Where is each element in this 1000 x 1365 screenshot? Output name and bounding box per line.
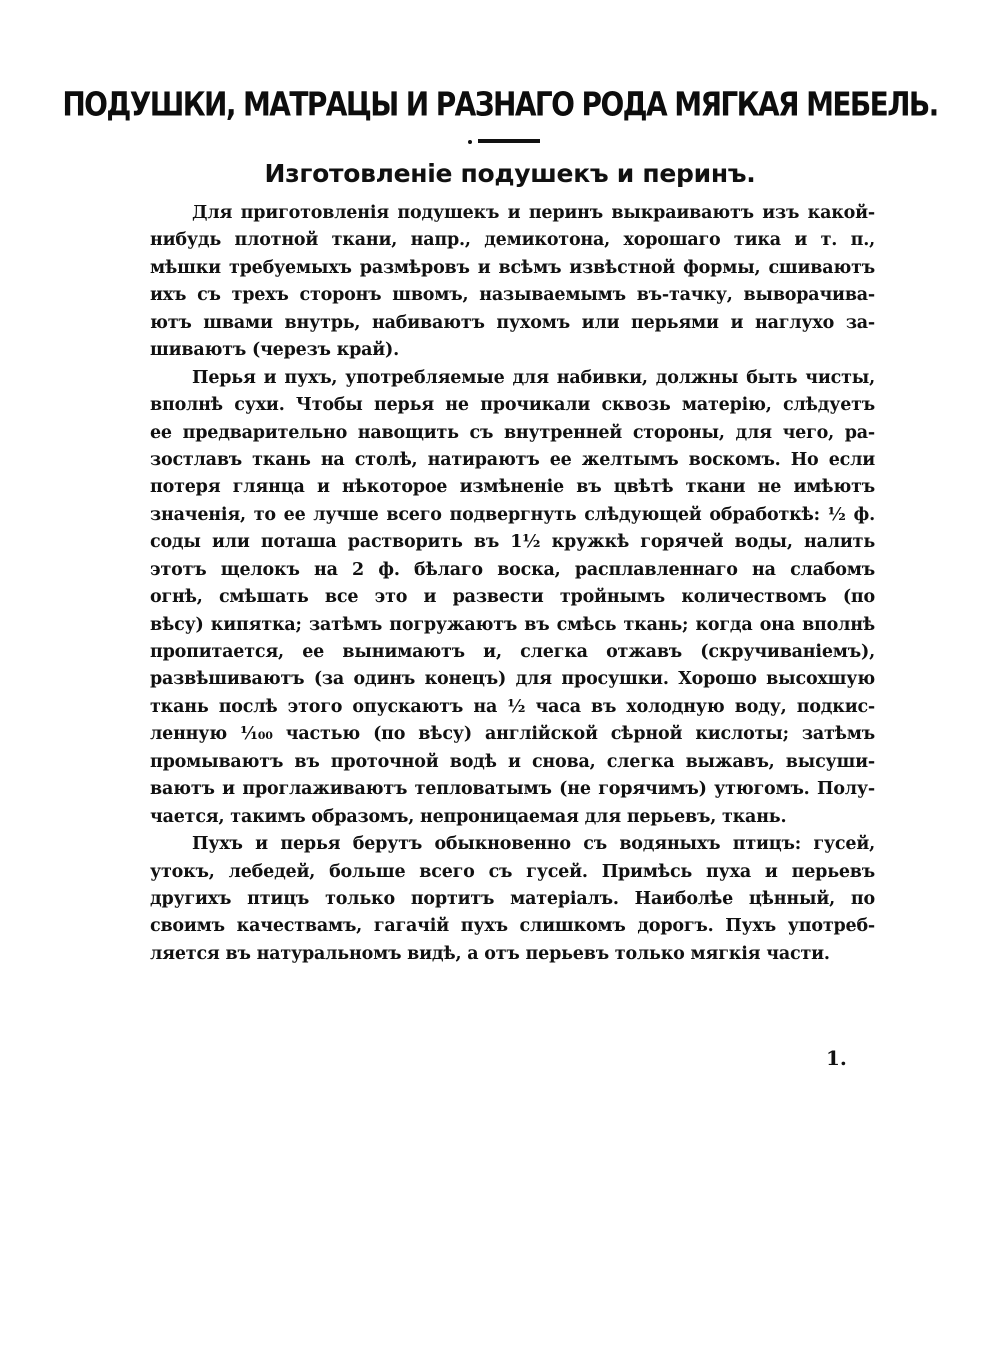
- text-line: ее предварительно навощить съ внутренней стороны, для чего, ра-: [150, 422, 875, 443]
- text-line: ленную ¹⁄₁₀₀ частью (по вѣсу) англійской сѣрной кислоты; затѣмъ: [150, 724, 875, 745]
- text-line: вполнѣ сухи. Чтобы перья не прочикали сквозь матерію, слѣдуетъ: [150, 395, 875, 416]
- text-line: вѣсу) кипятка; затѣмъ погружаютъ въ смѣсь ткань; когда она вполнѣ: [150, 614, 875, 635]
- text-line: утокъ, лебедей, больше всего съ гусей. Примѣсь пуха и перьевъ: [150, 861, 875, 882]
- text-line: чается, такимъ образомъ, непроницаемая для перьевъ, ткань.: [150, 806, 787, 827]
- text-line: значенія, то ее лучше всего подвергнуть слѣдующей обработкѣ: ½ ф.: [150, 504, 875, 525]
- text-line: этотъ щелокъ на 2 ф. бѣлаго воска, расплавленнаго на слабомъ: [150, 559, 875, 580]
- text-line: промываютъ въ проточной водѣ и снова, слегка выжавъ, высуши-: [150, 751, 875, 772]
- text-line: шиваютъ (черезъ край).: [150, 340, 400, 361]
- text-line: нибудь плотной ткани, напр., демикотона, хорошаго тика и т. п.,: [150, 230, 875, 251]
- paragraph-1: [150, 200, 875, 365]
- paragraph-2: [150, 365, 875, 831]
- text-line: потеря глянца и нѣкоторое измѣненіе въ цвѣтѣ ткани не имѣютъ: [150, 477, 875, 498]
- title-rule-dot: [468, 140, 472, 144]
- text-line: соды или поташа растворить въ 1½ кружкѣ горячей воды, налить: [150, 532, 875, 553]
- text-line: Для приготовленія подушекъ и перинъ выкраиваютъ изъ какой-: [192, 203, 875, 223]
- text-line: другихъ птицъ только портитъ матеріалъ. Наиболѣе цѣнный, по: [150, 888, 875, 909]
- text-line: зостлавъ ткань на столѣ, натираютъ ее желтымъ воскомъ. Но если: [150, 449, 875, 470]
- title-rule: [478, 139, 540, 143]
- page-number: 1.: [826, 1046, 847, 1070]
- section-subtitle: Изготовленіе подушекъ и перинъ.: [264, 159, 756, 188]
- body-text: [150, 200, 875, 968]
- text-line: пропитается, ее вынимаютъ и, слегка отжавъ (скручиваніемъ),: [150, 642, 875, 662]
- text-line: развѣшиваютъ (за одинъ конецъ) для просушки. Хорошо высохшую: [150, 669, 875, 690]
- text-line: огнѣ, смѣшать все это и развести тройнымъ количествомъ (по: [150, 587, 875, 608]
- paragraph-3: [150, 831, 875, 968]
- text-line: ихъ съ трехъ сторонъ швомъ, называемымъ въ-тачку, выворачива-: [150, 285, 875, 306]
- text-line: своимъ качествамъ, гагачій пухъ слишкомъ дорогъ. Пухъ употреб-: [150, 916, 875, 937]
- text-line: Перья и пухъ, употребляемые для набивки, должны быть чисты,: [192, 367, 875, 388]
- text-line: ткань послѣ этого опускаютъ на ½ часа въ холодную воду, подкис-: [150, 696, 875, 717]
- text-line: мѣшки требуемыхъ размѣровъ и всѣмъ извѣстной формы, сшиваютъ: [150, 257, 875, 278]
- text-line: ваютъ и проглаживаютъ тепловатымъ (не горячимъ) утюгомъ. Полу-: [150, 779, 875, 800]
- text-line: ютъ швами внутрь, набиваютъ пухомъ или перьями и наглухо за-: [150, 312, 875, 333]
- text-line: Пухъ и перья берутъ обыкновенно съ водяныхъ птицъ: гусей,: [192, 834, 875, 855]
- text-line: ляется въ натуральномъ видѣ, а отъ перьевъ только мягкія части.: [150, 943, 830, 964]
- page-title: ПОДУШКИ, МАТРАЦЫ И РАЗНАГО РОДА МЯГКАЯ МЕБЕЛЬ.: [62, 84, 938, 124]
